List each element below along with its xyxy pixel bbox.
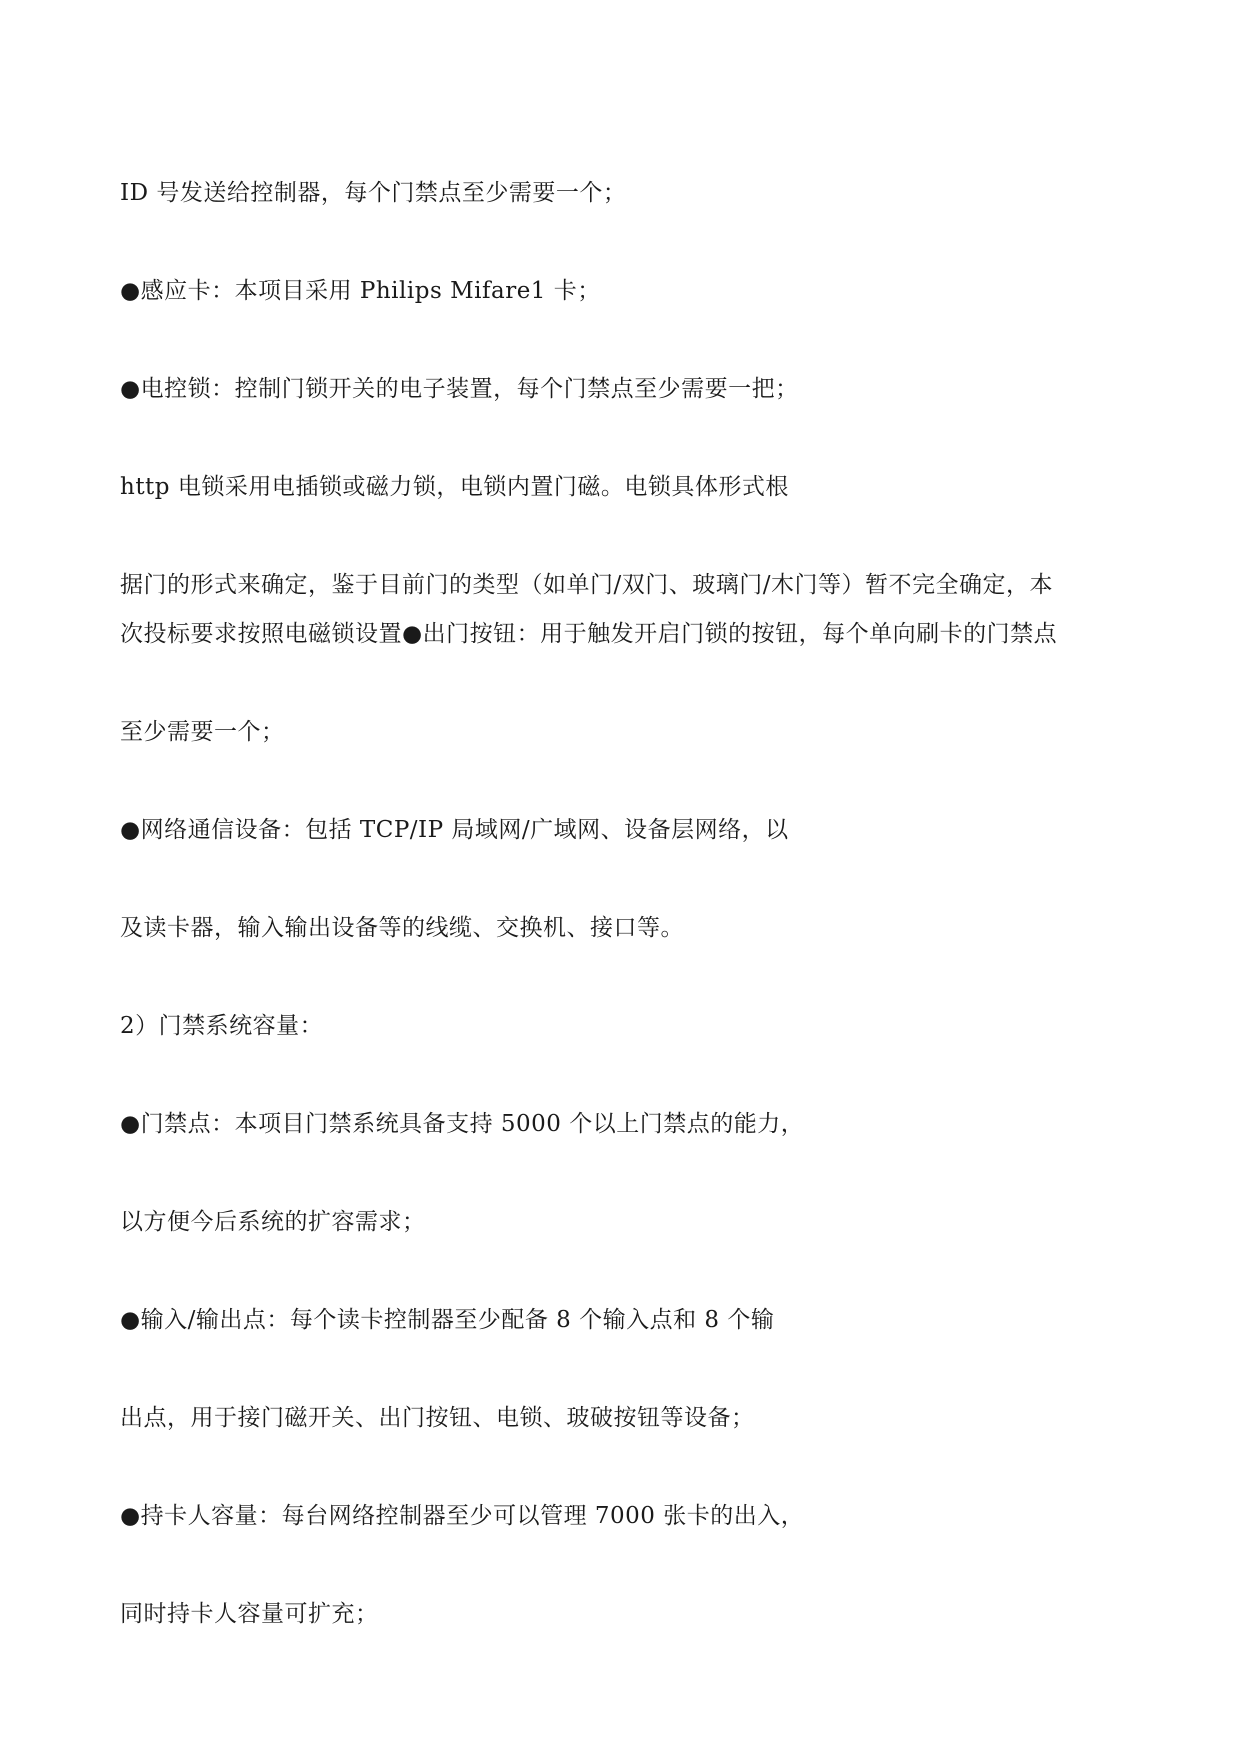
text-line: ID 号发送给控制器，每个门禁点至少需要一个； <box>120 180 627 206</box>
text-line: 出点，用于接门磁开关、出门按钮、电锁、玻破按钮等设备； <box>120 1405 755 1431</box>
text-line: ●持卡人容量：每台网络控制器至少可以管理 7000 张卡的出入， <box>120 1503 805 1529</box>
text-line: ●网络通信设备：包括 TCP/IP 局域网/广域网、设备层网络，以 <box>120 817 789 843</box>
text-line: 至少需要一个； <box>120 719 285 745</box>
text-line: ●门禁点：本项目门禁系统具备支持 5000 个以上门禁点的能力， <box>120 1111 805 1137</box>
text-line: 同时持卡人容量可扩充； <box>120 1601 379 1627</box>
text-line: 据门的形式来确定，鉴于目前门的类型（如单门/双门、玻璃门/木门等）暂不完全确定，本 <box>120 572 1053 598</box>
text-line: 次投标要求按照电磁锁设置●出门按钮：用于触发开启门锁的按钮，每个单向刷卡的门禁点 <box>120 621 1058 647</box>
text-line: 2）门禁系统容量： <box>120 1013 324 1039</box>
text-line: 以方便今后系统的扩容需求； <box>120 1209 426 1235</box>
text-line: ●电控锁：控制门锁开关的电子装置，每个门禁点至少需要一把； <box>120 376 799 402</box>
text-line: 及读卡器，输入输出设备等的线缆、交换机、接口等。 <box>120 915 684 941</box>
text-line: ●输入/输出点：每个读卡控制器至少配备 8 个输入点和 8 个输 <box>120 1307 775 1333</box>
text-line: http 电锁采用电插锁或磁力锁，电锁内置门磁。电锁具体形式根 <box>120 474 789 500</box>
text-line: ●感应卡：本项目采用 Philips Mifare1 卡； <box>120 278 601 304</box>
